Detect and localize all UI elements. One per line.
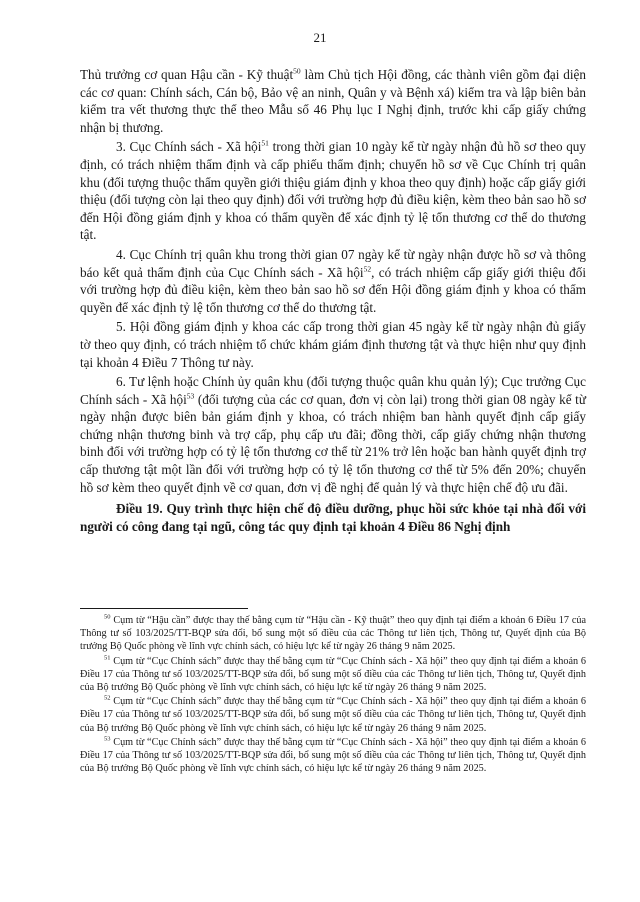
paragraph-text: 5. Hội đồng giám định y khoa các cấp trong thời gian 45 ngày kể từ ngày nhận đủ giấy tờ theo quy định, có trách nhiệm tổ chức khám giám định thương tật và thực hiện như quy định tại khoản 4 Điều 7 Thông tư này. (80, 319, 586, 370)
paragraph-5 (80, 318, 586, 371)
paragraph-text: trong thời gian 10 ngày kể từ ngày nhận đủ hồ sơ theo quy định, có trách nhiệm thẩm định và cấp phiếu thẩm định; chuyển hồ sơ về Cục Chính trị quân khu (đối tượng thuộc thẩm quyền giới thiệu giám định y khoa theo quy định) hoặc cấp giấy giới thiệu (đối tượng còn lại theo quy định) đối với trường hợp đủ điều kiện, kèm theo bản sao hồ sơ đến Hội đồng giám định y khoa có thẩm quyền để xác định tỷ lệ tổn thương cơ thể do thương tật. (80, 139, 586, 243)
paragraph-text: 6. Tư lệnh hoặc Chính ủy quân khu (đối tượng thuộc quân khu quản lý); Cục trưởng Cục Chính sách - Xã hội (80, 374, 586, 407)
paragraph-text: làm Chủ tịch Hội đồng, các thành viên gồm đại diện các cơ quan: Chính sách, Cán bộ, Bảo vệ an ninh, Quân y và Bệnh xá) kiểm tra và lập biên bản kiểm tra vết thương thực thể theo Mẫu số 46 Phụ lục I Nghị định, trước khi cấp giấy chứng nhận bị thương. (80, 67, 587, 135)
article-heading: Điều 19. Quy trình thực hiện chế độ điều dưỡng, phục hồi sức khỏe tại nhà đối với người có công đang tại ngũ, công tác quy định tại khoản 4 Điều 86 Nghị định (80, 501, 586, 534)
footnote-ref[interactable]: 51 (261, 138, 269, 148)
footnote-item (80, 695, 586, 735)
footnote-ref[interactable]: 52 (363, 264, 372, 274)
footnote-text: Cụm từ “Cục Chính sách” được thay thế bằng cụm từ “Cục Chính sách - Xã hội” theo quy định tại điểm a khoản 6 Điều 17 của Thông tư số 103/2025/TT-BQP sửa đổi, bổ sung một số điều của các Thông tư liên tịch, Thông tư, Quyết định của Bộ trưởng Bộ Quốc phòng về lĩnh vực chính sách, có hiệu lực kể từ ngày 26 tháng 9 năm 2025. (80, 696, 586, 734)
page-number: 21 (313, 30, 327, 45)
paragraph-text: 3. Cục Chính sách - Xã hội (116, 139, 262, 155)
paragraph-3 (80, 138, 586, 244)
paragraph-text: Thủ trưởng cơ quan Hậu cần - Kỹ thuật (80, 67, 294, 82)
footnote-text: Cụm từ “Cục Chính sách” được thay thế bằng cụm từ “Cục Chính sách - Xã hội” theo quy định tại điểm a khoản 6 Điều 17 của Thông tư số 103/2025/TT-BQP sửa đổi, bổ sung một số điều của các Thông tư liên tịch, Thông tư, Quyết định của Bộ trưởng Bộ Quốc phòng về lĩnh vực chính sách, có hiệu lực kể từ ngày 26 tháng 9 năm 2025. (80, 655, 586, 694)
paragraph-text: 4. Cục Chính trị quân khu trong thời gian 07 ngày kể từ ngày nhận được hồ sơ và thông báo kết quả thẩm định của Cục Chính sách - Xã hội (80, 246, 586, 280)
footnote-number: 53 (104, 735, 111, 743)
footnote-item (80, 614, 586, 654)
footnote-text: Cụm từ “Hậu cần” được thay thế bằng cụm từ “Hậu cần - Kỹ thuật” theo quy định tại điểm a khoản 6 Điều 17 của Thông tư số 103/2025/TT-BQP sửa đổi, bổ sung một số điều của các Thông tư liên tịch, Thông tư, Quyết định của Bộ trưởng Bộ Quốc phòng về lĩnh vực chính sách, có hiệu lực kể từ ngày 26 tháng 9 năm 2025. (80, 615, 586, 653)
footnote-divider (80, 608, 248, 609)
paragraph-4 (80, 246, 586, 316)
footnote-ref[interactable]: 53 (186, 391, 195, 401)
footnote-number: 52 (104, 694, 111, 702)
document-body (80, 66, 586, 537)
footnotes (80, 614, 586, 776)
footnote-text: Cụm từ “Cục Chính sách” được thay thế bằng cụm từ “Cục Chính sách - Xã hội” theo quy định tại điểm a khoản 6 Điều 17 của Thông tư số 103/2025/TT-BQP sửa đổi, bổ sung một số điều của các Thông tư liên tịch, Thông tư, Quyết định của Bộ trưởng Bộ Quốc phòng về lĩnh vực chính sách, có hiệu lực kể từ ngày 26 tháng 9 năm 2025. (80, 736, 586, 775)
footnote-number: 51 (104, 654, 111, 662)
paragraph-text: (đối tượng của các cơ quan, đơn vị còn lại) trong thời gian 08 ngày kể từ ngày nhận được biên bản giám định y khoa, có trách nhiệm ban hành quyết định cấp giấy chứng nhận thương binh và trợ cấp, phụ cấp ưu đãi; đồng thời, cấp giấy chứng nhận thương binh đối với trường hợp có tỷ lệ tổn thương cơ thể từ 21% trở lên hoặc ban hành quyết định trợ cấp thương tật một lần đối với trường hợp có tỷ lệ tổn thương cơ thể từ 5% đến 20%; chuyển hồ sơ kèm theo quyết định về cơ quan, đơn vị đề nghị để quản lý và thực hiện chế độ ưu đãi. (80, 391, 586, 495)
paragraph-6 (80, 373, 586, 496)
footnote-item (80, 736, 586, 776)
footnote-number: 50 (104, 613, 111, 621)
paragraph-1 (80, 66, 586, 136)
paragraph-text: , có trách nhiệm cấp giấy giới thiệu đối với trường hợp đủ điều kiện, kèm theo bản sao hồ sơ đến Hội đồng giám định y khoa có thẩm quyền để xác định tỷ lệ tổn thương cơ thể do thương tật. (80, 264, 586, 315)
footnote-ref[interactable]: 50 (293, 66, 301, 76)
footnote-item (80, 655, 586, 695)
